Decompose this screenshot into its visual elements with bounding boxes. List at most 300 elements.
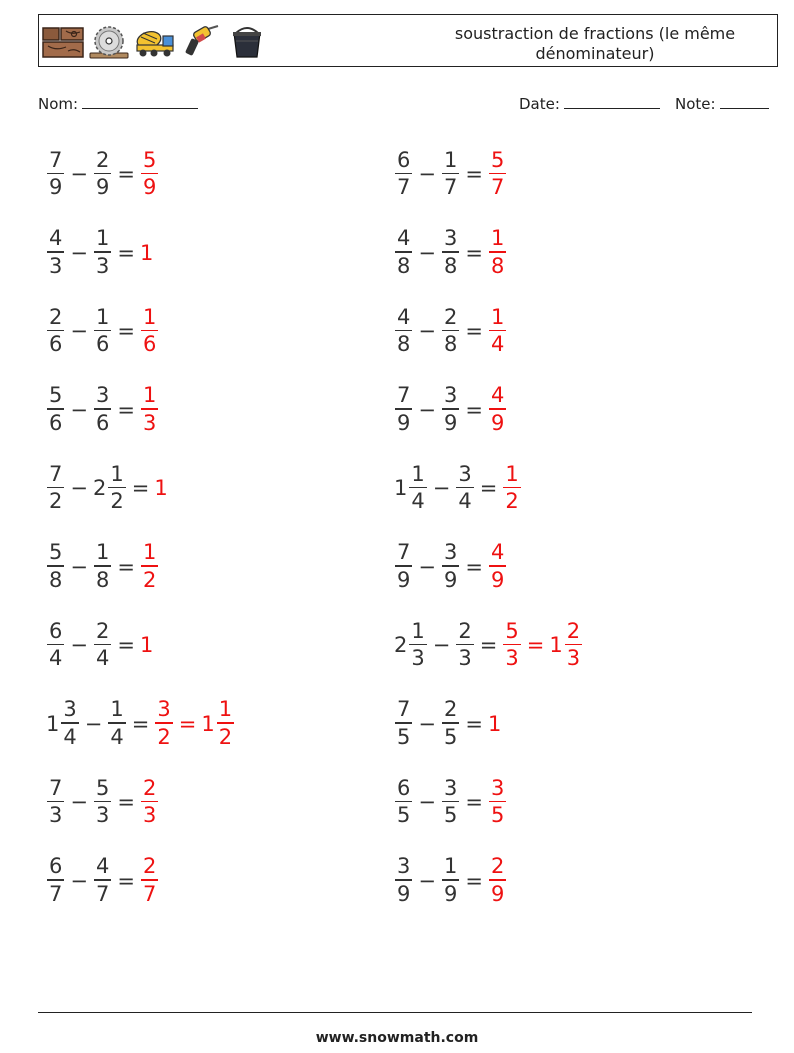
denominator: 4 xyxy=(110,724,124,749)
fraction xyxy=(47,228,64,277)
denominator: 9 xyxy=(95,175,110,200)
denominator: 8 xyxy=(443,253,458,278)
denominator: 9 xyxy=(443,567,458,592)
term xyxy=(140,304,159,357)
answer xyxy=(140,147,159,200)
fraction xyxy=(108,461,125,514)
equals-sign: = xyxy=(465,397,483,422)
term xyxy=(93,775,112,828)
fraction xyxy=(141,385,158,434)
fraction xyxy=(141,304,158,357)
numerator: 1 xyxy=(411,461,425,486)
denominator: 3 xyxy=(458,646,472,671)
denominator: 2 xyxy=(157,724,171,749)
denominator: 6 xyxy=(95,410,110,435)
equals-sign: = xyxy=(465,319,483,343)
denominator: 5 xyxy=(397,724,411,749)
equals-sign: = xyxy=(117,397,135,422)
denominator: 3 xyxy=(411,646,425,671)
denominator: 8 xyxy=(490,253,505,278)
whole-number: 1 xyxy=(487,711,502,736)
fraction xyxy=(442,147,459,200)
fraction xyxy=(47,385,64,434)
whole-number: 1 xyxy=(394,476,408,500)
denominator: 9 xyxy=(490,881,505,906)
denominator: 9 xyxy=(397,881,411,906)
denominator: 2 xyxy=(49,489,63,514)
denominator: 7 xyxy=(443,175,458,200)
problem-item xyxy=(46,299,159,363)
name-line xyxy=(82,94,198,109)
denominator: 4 xyxy=(458,489,472,514)
term xyxy=(394,385,413,434)
answer xyxy=(488,147,507,200)
cement-truck-icon xyxy=(134,25,176,59)
fraction xyxy=(456,461,473,514)
name-field xyxy=(38,94,198,113)
fraction xyxy=(61,699,78,748)
equals-sign: = xyxy=(117,633,135,657)
denominator: 5 xyxy=(397,803,411,828)
denominator: 7 xyxy=(95,881,110,906)
term xyxy=(201,699,235,748)
fraction xyxy=(395,856,412,905)
numerator: 4 xyxy=(397,226,411,251)
name-label: Nom: xyxy=(38,95,79,113)
numerator: 5 xyxy=(142,147,157,172)
numerator: 1 xyxy=(411,618,425,643)
numerator: 4 xyxy=(490,540,505,565)
term xyxy=(455,461,474,514)
numerator: 3 xyxy=(490,775,505,800)
fraction xyxy=(456,618,473,671)
term xyxy=(93,228,112,277)
fraction xyxy=(217,699,234,748)
numerator: 1 xyxy=(95,540,110,565)
denominator: 4 xyxy=(95,646,110,671)
term xyxy=(46,775,65,828)
fraction xyxy=(442,699,459,748)
numerator: 5 xyxy=(49,383,63,408)
fraction xyxy=(108,699,125,748)
note-label: Note: xyxy=(675,95,716,113)
numerator: 3 xyxy=(458,461,472,486)
minus-sign: − xyxy=(418,790,436,814)
equals-sign: = xyxy=(117,554,135,579)
term xyxy=(394,461,428,514)
fraction xyxy=(141,775,158,828)
denominator: 4 xyxy=(49,646,63,671)
saw-blade-icon xyxy=(88,25,130,59)
term xyxy=(93,856,112,905)
denominator: 6 xyxy=(142,332,157,357)
problem-item xyxy=(394,692,502,756)
term xyxy=(140,542,159,591)
term xyxy=(502,461,521,514)
term xyxy=(488,775,507,828)
denominator: 7 xyxy=(490,175,505,200)
term xyxy=(441,385,460,434)
fraction xyxy=(47,304,64,357)
term xyxy=(549,618,583,671)
answer xyxy=(488,775,507,828)
numerator: 7 xyxy=(397,697,411,722)
numerator: 2 xyxy=(95,618,110,643)
numerator: 5 xyxy=(95,775,110,800)
term xyxy=(107,699,126,748)
term xyxy=(394,304,413,357)
term xyxy=(93,618,112,671)
problem-item xyxy=(46,613,154,677)
numerator: 2 xyxy=(142,854,157,879)
fraction xyxy=(395,699,412,748)
whole-number: 1 xyxy=(549,633,563,657)
note-field xyxy=(675,94,769,113)
numerator: 2 xyxy=(566,618,581,643)
denominator: 9 xyxy=(490,410,505,435)
fraction xyxy=(489,228,506,277)
problem-item xyxy=(46,221,154,285)
numerator: 3 xyxy=(63,697,77,722)
term xyxy=(154,699,173,748)
footer-divider xyxy=(38,1012,752,1013)
footer-url: www.snowmath.com xyxy=(315,1030,479,1046)
term xyxy=(394,856,413,905)
numerator: 3 xyxy=(397,854,411,879)
whole-number: 1 xyxy=(201,711,215,736)
denominator: 3 xyxy=(95,253,110,278)
term xyxy=(394,147,413,200)
numerator: 1 xyxy=(490,226,505,251)
minus-sign: − xyxy=(432,633,451,657)
numerator: 2 xyxy=(95,147,110,172)
term xyxy=(488,385,507,434)
denominator: 8 xyxy=(397,253,411,278)
numerator: 7 xyxy=(49,147,63,172)
term xyxy=(488,228,507,277)
numerator: 2 xyxy=(443,697,458,722)
denominator: 3 xyxy=(142,410,157,435)
equals-sign: = xyxy=(479,633,498,657)
fraction xyxy=(489,385,506,434)
problem-item xyxy=(394,299,507,363)
numerator: 1 xyxy=(110,461,124,486)
term xyxy=(140,633,154,657)
denominator: 4 xyxy=(490,332,505,357)
numerator: 1 xyxy=(443,147,458,172)
fraction xyxy=(94,147,111,200)
denominator: 8 xyxy=(397,332,411,357)
numerator: 1 xyxy=(95,304,110,329)
minus-sign: − xyxy=(70,790,88,814)
fraction xyxy=(141,856,158,905)
fraction xyxy=(442,304,459,357)
numerator: 1 xyxy=(490,304,505,329)
denominator: 9 xyxy=(397,410,411,435)
problem-item xyxy=(394,378,507,442)
fraction xyxy=(94,385,111,434)
denominator: 6 xyxy=(49,410,63,435)
fraction xyxy=(489,542,506,591)
bucket-icon xyxy=(226,25,268,59)
denominator: 5 xyxy=(443,724,458,749)
minus-sign: − xyxy=(70,240,88,265)
denominator: 9 xyxy=(397,567,411,592)
problem-item xyxy=(394,849,507,913)
equals-sign: = xyxy=(479,476,498,500)
fraction xyxy=(489,304,506,357)
fraction xyxy=(395,385,412,434)
minus-sign: − xyxy=(418,711,436,736)
equals-sign: = xyxy=(465,240,483,265)
term xyxy=(488,542,507,591)
denominator: 8 xyxy=(95,567,110,592)
numerator: 2 xyxy=(458,618,472,643)
numerator: 3 xyxy=(443,226,458,251)
answer xyxy=(154,699,235,748)
fraction xyxy=(94,775,111,828)
numerator: 1 xyxy=(218,697,233,722)
numerator: 4 xyxy=(490,383,505,408)
term xyxy=(140,856,159,905)
denominator: 3 xyxy=(566,646,581,671)
worksheet-title: soustraction de fractions (le même dénominateur) xyxy=(454,24,736,63)
fraction xyxy=(47,147,64,200)
denominator: 4 xyxy=(411,489,425,514)
fraction xyxy=(47,461,64,514)
denominator: 5 xyxy=(490,803,505,828)
denominator: 8 xyxy=(443,332,458,357)
term xyxy=(488,856,507,905)
equals-sign: = xyxy=(117,162,135,186)
answer xyxy=(140,856,159,905)
numerator: 5 xyxy=(49,540,63,565)
term xyxy=(394,618,428,671)
answer xyxy=(140,304,159,357)
term xyxy=(394,228,413,277)
problem-item xyxy=(46,142,159,206)
numerator: 1 xyxy=(110,697,124,722)
term xyxy=(46,461,65,514)
numerator: 3 xyxy=(95,383,110,408)
fraction xyxy=(442,385,459,434)
term xyxy=(441,147,460,200)
denominator: 2 xyxy=(110,489,124,514)
term xyxy=(46,699,80,748)
denominator: 3 xyxy=(505,646,519,671)
fraction xyxy=(503,618,520,671)
fraction xyxy=(141,542,158,591)
fraction xyxy=(395,147,412,200)
problem-item xyxy=(46,692,235,756)
term xyxy=(46,228,65,277)
minus-sign: − xyxy=(70,868,88,893)
problem-item xyxy=(46,456,169,520)
term xyxy=(140,385,159,434)
equals-sign: = xyxy=(465,790,483,814)
numerator: 3 xyxy=(443,775,458,800)
term xyxy=(441,699,460,748)
fraction xyxy=(94,542,111,591)
answer xyxy=(488,712,502,736)
numerator: 5 xyxy=(490,147,505,172)
numerator: 4 xyxy=(49,226,63,251)
fraction xyxy=(94,618,111,671)
equals-sign: = xyxy=(465,711,483,736)
answer xyxy=(488,856,507,905)
fraction xyxy=(47,542,64,591)
numerator: 7 xyxy=(49,461,63,486)
whole-number: 1 xyxy=(139,633,154,657)
term xyxy=(488,304,507,357)
numerator: 2 xyxy=(443,304,458,329)
numerator: 3 xyxy=(157,697,171,722)
numerator: 5 xyxy=(505,618,519,643)
numerator: 6 xyxy=(49,854,63,879)
whole-number: 2 xyxy=(394,633,408,657)
term xyxy=(394,699,413,748)
numerator: 4 xyxy=(95,854,110,879)
problem-item xyxy=(46,849,159,913)
equals-sign: = xyxy=(465,162,483,186)
term xyxy=(394,542,413,591)
whole-number: 1 xyxy=(139,240,154,265)
term xyxy=(46,618,65,671)
equals-sign: = xyxy=(465,868,483,893)
problem-item xyxy=(394,456,522,520)
fraction xyxy=(94,228,111,277)
denominator: 7 xyxy=(142,881,157,906)
term xyxy=(46,385,65,434)
fraction xyxy=(94,856,111,905)
numerator: 1 xyxy=(443,854,458,879)
term xyxy=(441,228,460,277)
term xyxy=(488,712,502,736)
answer xyxy=(140,542,159,591)
equals-sign: = xyxy=(117,319,135,343)
denominator: 9 xyxy=(49,175,63,200)
wood-planks-icon xyxy=(42,25,84,59)
date-field xyxy=(519,94,660,113)
fraction xyxy=(141,147,158,200)
fraction xyxy=(442,856,459,905)
term xyxy=(46,304,65,357)
term xyxy=(140,241,154,265)
numerator: 2 xyxy=(142,775,157,800)
term xyxy=(140,775,159,828)
problem-item xyxy=(394,535,507,599)
answer xyxy=(502,618,583,671)
minus-sign: − xyxy=(70,554,88,579)
numerator: 2 xyxy=(490,854,505,879)
denominator: 3 xyxy=(49,253,63,278)
denominator: 2 xyxy=(142,567,157,592)
term xyxy=(488,147,507,200)
whole-number: 1 xyxy=(154,476,168,500)
fraction xyxy=(409,461,426,514)
minus-sign: − xyxy=(418,554,436,579)
header-box xyxy=(38,14,778,67)
problem-item xyxy=(394,142,507,206)
numerator: 7 xyxy=(397,540,411,565)
denominator: 9 xyxy=(490,567,505,592)
term xyxy=(46,542,65,591)
fraction xyxy=(47,775,64,828)
numerator: 3 xyxy=(443,540,458,565)
denominator: 7 xyxy=(397,175,411,200)
answer xyxy=(154,476,168,500)
answer-equals-sign: = xyxy=(526,633,545,657)
denominator: 9 xyxy=(443,881,458,906)
numerator: 4 xyxy=(397,304,411,329)
answer xyxy=(140,633,154,657)
fraction xyxy=(442,542,459,591)
answer xyxy=(140,241,154,265)
fraction xyxy=(94,304,111,357)
fraction xyxy=(395,542,412,591)
term xyxy=(93,385,112,434)
answer xyxy=(488,542,507,591)
equals-sign: = xyxy=(117,790,135,814)
problem-item xyxy=(46,378,159,442)
fraction xyxy=(47,618,64,671)
numerator: 1 xyxy=(142,383,157,408)
denominator: 4 xyxy=(63,724,77,749)
answer xyxy=(488,228,507,277)
numerator: 7 xyxy=(49,775,63,800)
term xyxy=(441,304,460,357)
fraction xyxy=(47,856,64,905)
term xyxy=(154,476,168,500)
denominator: 2 xyxy=(218,724,233,749)
denominator: 6 xyxy=(49,332,63,357)
term xyxy=(93,542,112,591)
term xyxy=(502,618,521,671)
denominator: 9 xyxy=(443,410,458,435)
fraction xyxy=(442,775,459,828)
problem-item xyxy=(46,535,159,599)
minus-sign: − xyxy=(70,162,88,186)
answer-equals-sign: = xyxy=(178,711,197,736)
term xyxy=(46,856,65,905)
term xyxy=(441,542,460,591)
numerator: 1 xyxy=(95,226,110,251)
equals-sign: = xyxy=(131,476,150,500)
numerator: 6 xyxy=(397,775,411,800)
whole-number: 2 xyxy=(92,476,107,500)
minus-sign: − xyxy=(84,711,103,736)
fraction xyxy=(442,228,459,277)
answer xyxy=(140,775,159,828)
denominator: 8 xyxy=(49,567,63,592)
numerator: 6 xyxy=(49,618,63,643)
numerator: 6 xyxy=(397,147,411,172)
denominator: 3 xyxy=(49,803,63,828)
minus-sign: − xyxy=(418,397,436,422)
problem-item xyxy=(394,221,507,285)
answer xyxy=(488,304,507,357)
denominator: 6 xyxy=(95,332,110,357)
problem-item xyxy=(394,770,507,834)
date-line xyxy=(564,94,660,109)
minus-sign: − xyxy=(418,868,436,893)
fraction xyxy=(565,618,582,671)
denominator: 7 xyxy=(49,881,63,906)
drill-icon xyxy=(180,25,222,59)
fraction xyxy=(395,304,412,357)
fraction xyxy=(489,856,506,905)
minus-sign: − xyxy=(418,240,436,265)
